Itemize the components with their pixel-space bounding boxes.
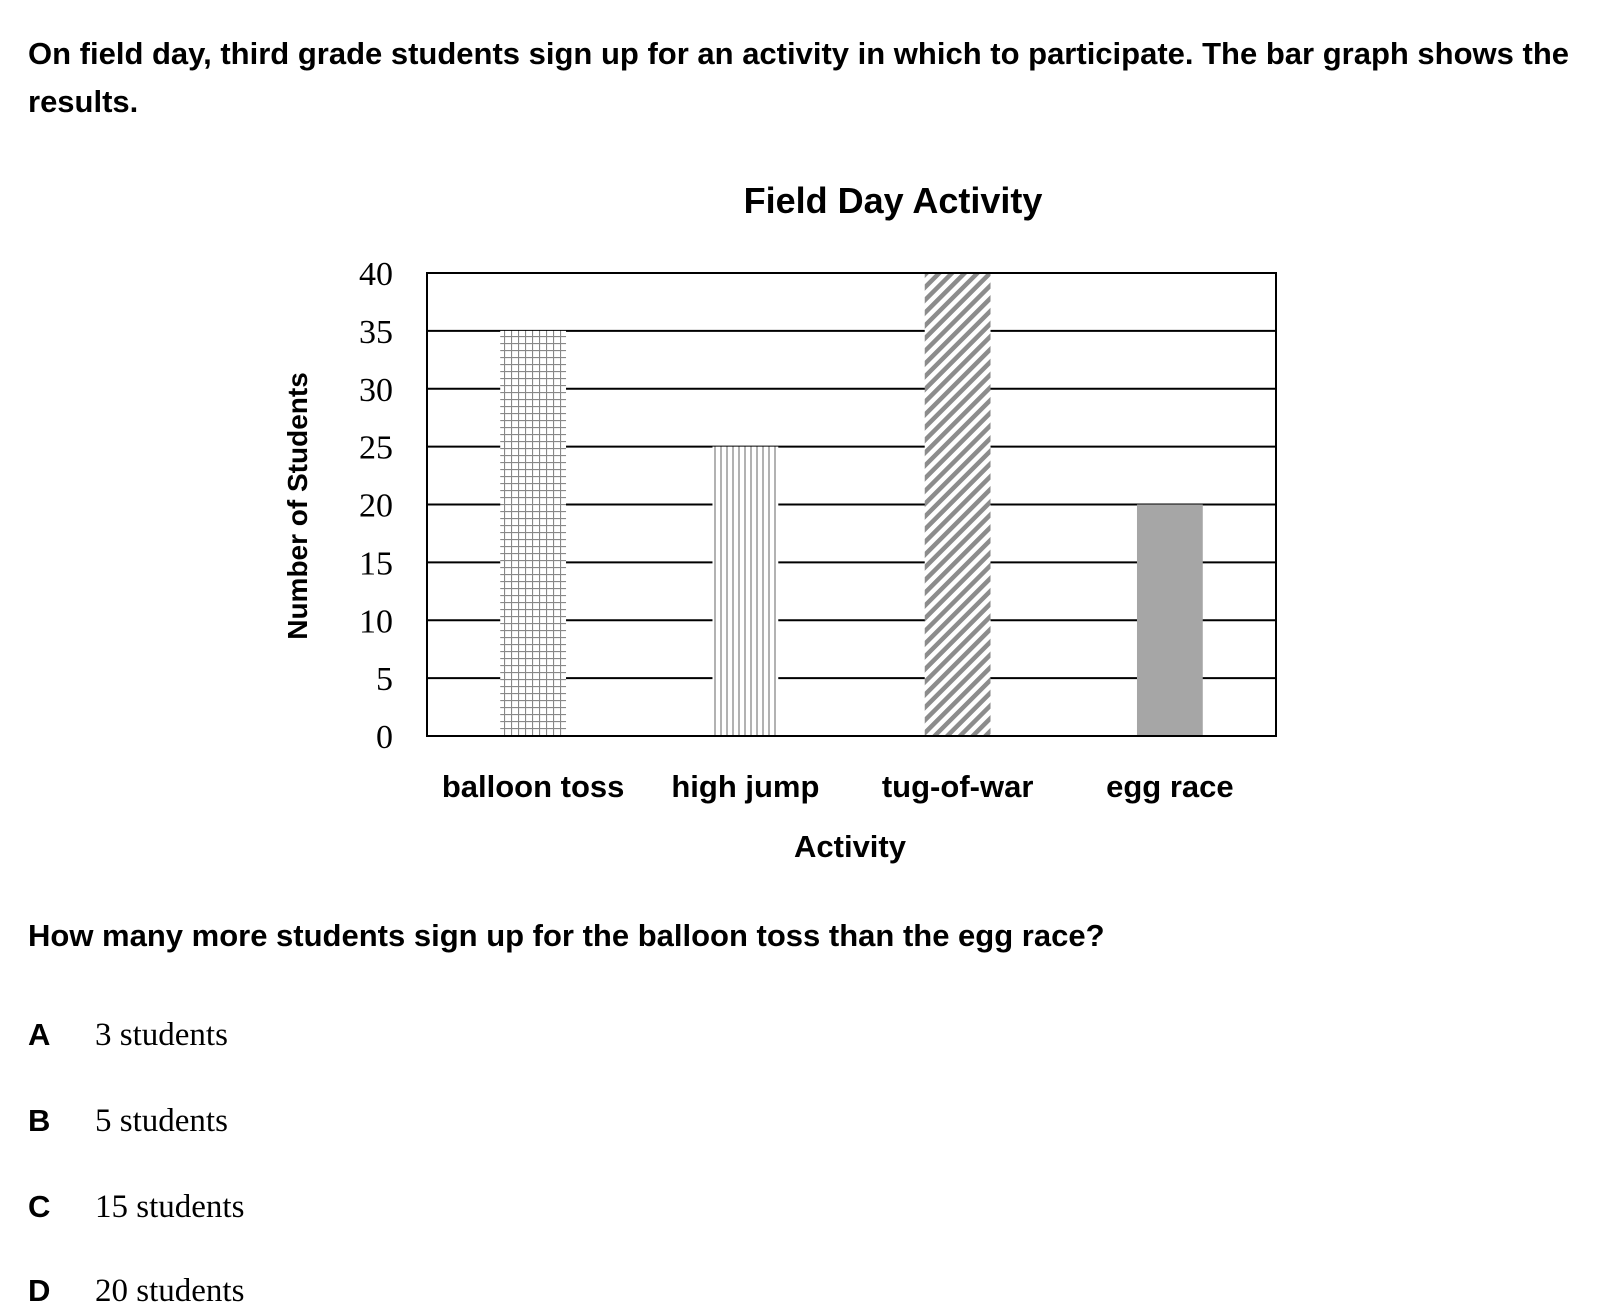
y-tick-label: 0	[376, 719, 393, 756]
y-tick-label: 35	[359, 313, 393, 351]
x-tick-label: balloon toss	[441, 769, 625, 804]
choice-letter: C	[28, 1189, 51, 1224]
choice-text: 5 students	[95, 1103, 228, 1139]
choice-letter: B	[28, 1103, 51, 1138]
choice-a[interactable]	[28, 1017, 228, 1054]
y-tick-label: 30	[359, 371, 393, 409]
bar-high-jump	[712, 447, 778, 736]
choice-text: 3 students	[95, 1017, 228, 1053]
y-axis-label: Number of Students	[282, 372, 313, 640]
choice-letter: A	[28, 1017, 51, 1052]
x-tick-label: egg race	[1106, 769, 1234, 804]
bar-egg-race	[1137, 505, 1203, 737]
choice-b[interactable]	[28, 1103, 228, 1140]
choice-text: 20 students	[95, 1273, 245, 1309]
choice-letter: D	[28, 1273, 51, 1308]
y-tick-label: 25	[359, 429, 393, 467]
x-axis-label: Activity	[794, 829, 906, 864]
question-text: How many more students sign up for the balloon toss than the egg race?	[28, 918, 1105, 953]
x-tick-label: tug-of-war	[881, 769, 1034, 804]
y-tick-label: 5	[376, 661, 393, 699]
x-tick-label: high jump	[671, 769, 820, 804]
choice-text: 15 students	[95, 1189, 245, 1225]
bar-tug-of-war	[925, 273, 991, 736]
y-tick-label: 20	[359, 487, 393, 525]
chart-title: Field Day Activity	[743, 180, 1043, 221]
bar-balloon-toss	[500, 331, 566, 736]
choice-c[interactable]	[28, 1189, 244, 1226]
y-tick-label: 40	[359, 256, 393, 293]
y-tick-label: 15	[359, 545, 393, 583]
y-tick-label: 10	[359, 603, 393, 641]
choice-d[interactable]	[28, 1273, 244, 1310]
intro-text: On field day, third grade students sign up for an activity in which to participate. The bar graph shows the results.	[28, 36, 1570, 119]
